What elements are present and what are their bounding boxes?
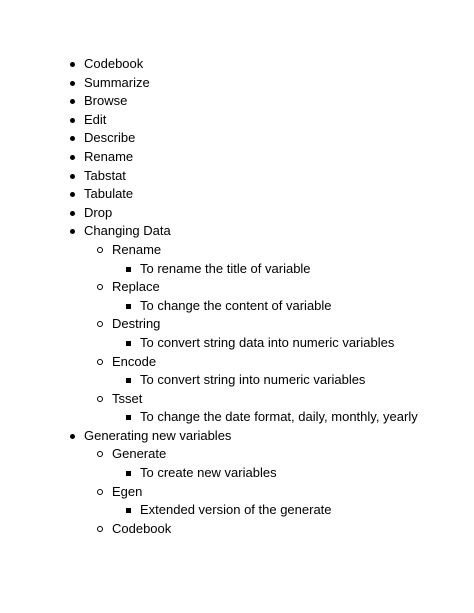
list-item-text: To change the date format, daily, monthly, yearly [140,409,418,425]
list-item-level-1 [0,167,474,186]
list-item-text: Changing Data [84,223,171,239]
list-item-text: Summarize [84,74,150,90]
list-item-level-1 [0,74,474,93]
list-item-level-2 [0,445,474,464]
list-item-text: Codebook [112,520,172,536]
list-item-level-1 [0,129,474,148]
list-item-text: Tsset [112,390,143,406]
list-item-level-2 [0,483,474,502]
list-item-text: Drop [84,204,113,220]
list-item-level-1 [0,185,474,204]
list-item-text: Tabulate [84,186,134,202]
list-item-level-3 [0,501,474,520]
list-item-text: Tabstat [84,167,126,183]
list-item-level-1 [0,427,474,446]
list-item-text: Extended version of the generate [140,502,332,518]
list-item-level-2 [0,520,474,539]
list-item-level-3 [0,408,474,427]
list-item-level-3 [0,371,474,390]
list-item-text: Egen [112,483,143,499]
list-item-text: Edit [84,111,107,127]
list-item-level-3 [0,464,474,483]
list-item-text: Generating new variables [84,427,232,443]
list-item-level-2 [0,315,474,334]
list-item-level-1 [0,111,474,130]
list-item-text: Browse [84,93,128,109]
list-item-text: To convert string into numeric variables [140,372,366,388]
list-item-level-2 [0,390,474,409]
list-item-text: To rename the title of variable [140,260,311,276]
list-item-text: Describe [84,130,136,146]
list-item-level-2 [0,278,474,297]
list-item-text: To convert string data into numeric variables [140,334,395,350]
list-item-level-1 [0,148,474,167]
list-item-level-2 [0,353,474,372]
list-item-text: Generate [112,446,167,462]
list-item-level-3 [0,260,474,279]
list-item-level-1 [0,92,474,111]
list-item-text: To change the content of variable [140,297,332,313]
list-item-text: Rename [112,241,162,257]
list-item-level-3 [0,334,474,353]
list-item-text: Encode [112,353,157,369]
list-item-text: Codebook [84,56,144,71]
list-item-level-1 [0,222,474,241]
list-item-text: Destring [112,316,161,332]
list-item-level-3 [0,297,474,316]
list-item-level-1 [0,204,474,223]
list-item-text: Rename [84,148,134,164]
list-item-text: Replace [112,279,160,295]
list-item-text: To create new variables [140,465,277,481]
bullet-list [0,55,474,538]
list-item-level-1 [0,55,474,74]
list-item-level-2 [0,241,474,260]
